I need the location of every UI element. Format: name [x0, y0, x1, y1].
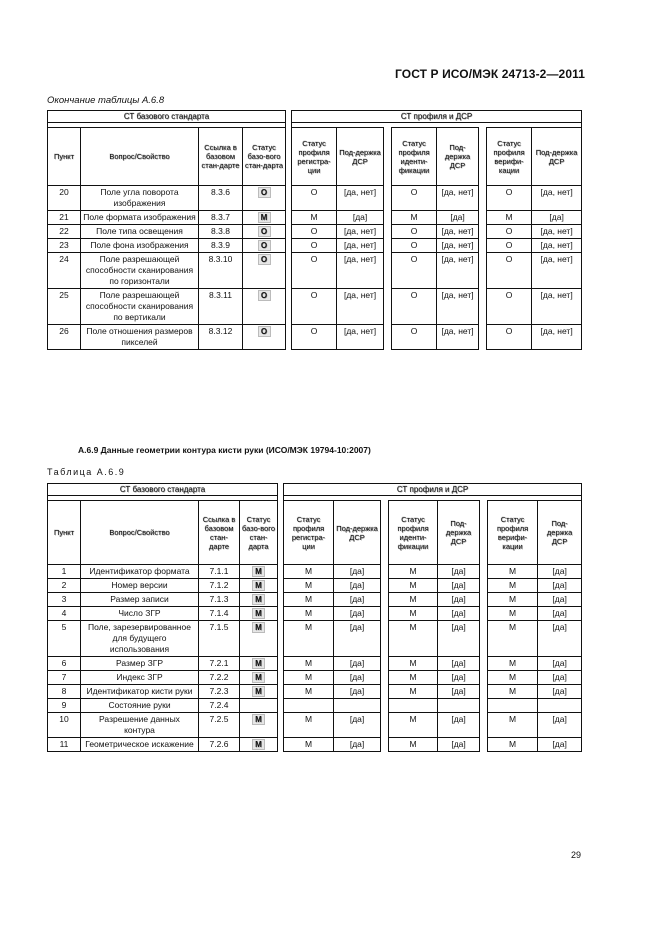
cell-ver-support: [да]	[538, 621, 582, 657]
status-badge: O	[258, 326, 271, 337]
cell-id-status: M	[389, 738, 438, 752]
status-badge: M	[252, 714, 265, 725]
cell-item: 7	[48, 671, 81, 685]
col-header-ref: Ссылка в базовом стан-дарте	[199, 128, 243, 186]
cell-reg-status: O	[292, 225, 337, 239]
cell-reg-support: [да, нет]	[337, 239, 384, 253]
table-row	[48, 671, 582, 685]
cell-ver-support: [да]	[538, 713, 582, 738]
table-row	[48, 607, 582, 621]
col-header-ver-support: Под-держка ДСР	[532, 128, 582, 186]
cell-ver-status: M	[488, 593, 538, 607]
table-a-6-8	[47, 110, 582, 350]
cell-reg-status: O	[292, 239, 337, 253]
cell-ref: 7.2.1	[199, 657, 240, 671]
cell-ver-support: [да]	[538, 685, 582, 699]
col-header-id-support: Под-держка ДСР	[437, 128, 479, 186]
cell-ref: 7.2.6	[199, 738, 240, 752]
cell-reg-support: [да, нет]	[337, 253, 384, 289]
cell-reg-status: O	[292, 253, 337, 289]
cell-reg-status: M	[292, 211, 337, 225]
cell-reg-status: O	[292, 186, 337, 211]
cell-item: 21	[48, 211, 81, 225]
cell-item: 22	[48, 225, 81, 239]
cell-id-support: [да]	[437, 211, 479, 225]
cell-question: Размер записи	[81, 593, 199, 607]
header-group-base: СТ базового стандарта	[48, 111, 286, 123]
cell-reg-status: M	[284, 621, 334, 657]
document-header: ГОСТ Р ИСО/МЭК 24713-2—2011	[395, 67, 585, 81]
cell-reg-status: M	[284, 565, 334, 579]
col-header-reg-status: Статус профиля регистра-ции	[292, 128, 337, 186]
cell-id-support: [да]	[438, 671, 480, 685]
col-header-reg-status: Статус профиля регистра-ции	[284, 501, 334, 565]
col-header-id-status: Статус профиля иденти-фикации	[392, 128, 437, 186]
cell-item: 3	[48, 593, 81, 607]
cell-id-support	[438, 699, 480, 713]
col-header-status: Статус базо-вого стан-дарта	[243, 128, 286, 186]
cell-status	[243, 325, 286, 350]
cell-id-status: M	[389, 685, 438, 699]
header-group-profile: СТ профиля и ДСР	[292, 111, 582, 123]
col-header-item: Пункт	[48, 501, 81, 565]
header-group-base: СТ базового стандарта	[48, 484, 278, 496]
cell-question: Число ЗГР	[81, 607, 199, 621]
cell-status	[243, 186, 286, 211]
cell-reg-status: M	[284, 593, 334, 607]
cell-question: Поле угла поворота изображения	[81, 186, 199, 211]
cell-ref: 7.2.3	[199, 685, 240, 699]
cell-ref: 7.1.4	[199, 607, 240, 621]
status-badge: O	[258, 290, 271, 301]
cell-ver-support: [да]	[538, 579, 582, 593]
status-badge: M	[252, 622, 265, 633]
cell-id-status: O	[392, 225, 437, 239]
cell-id-status: M	[389, 607, 438, 621]
table-row	[48, 225, 582, 239]
cell-id-support: [да, нет]	[437, 289, 479, 325]
status-badge: O	[258, 254, 271, 265]
cell-reg-status	[284, 699, 334, 713]
cell-item: 8	[48, 685, 81, 699]
cell-reg-support: [да]	[334, 565, 381, 579]
cell-reg-support	[334, 699, 381, 713]
cell-ref: 8.3.10	[199, 253, 243, 289]
cell-reg-support: [да]	[334, 671, 381, 685]
cell-ver-support: [да, нет]	[532, 239, 582, 253]
table-row	[48, 211, 582, 225]
cell-id-status: M	[389, 565, 438, 579]
cell-ver-support: [да]	[538, 738, 582, 752]
cell-question: Индекс ЗГР	[81, 671, 199, 685]
cell-status	[243, 239, 286, 253]
cell-id-support: [да, нет]	[437, 186, 479, 211]
cell-status	[243, 211, 286, 225]
cell-ver-support	[538, 699, 582, 713]
cell-status	[240, 593, 278, 607]
table-row	[48, 621, 582, 657]
table-row	[48, 738, 582, 752]
cell-item: 1	[48, 565, 81, 579]
cell-item: 23	[48, 239, 81, 253]
cell-ver-support: [да]	[538, 671, 582, 685]
cell-id-status: M	[389, 621, 438, 657]
cell-ref: 7.1.1	[199, 565, 240, 579]
cell-question: Поле типа освещения	[81, 225, 199, 239]
table-row	[48, 565, 582, 579]
cell-id-status: M	[389, 579, 438, 593]
cell-ver-support: [да, нет]	[532, 225, 582, 239]
status-badge: M	[252, 594, 265, 605]
col-header-id-support: Под-держка ДСР	[438, 501, 480, 565]
cell-ref: 7.1.3	[199, 593, 240, 607]
cell-ver-support: [да, нет]	[532, 186, 582, 211]
cell-status	[243, 253, 286, 289]
status-badge: O	[258, 226, 271, 237]
col-header-ver-status: Статус профиля верифи-кации	[488, 501, 538, 565]
cell-item: 25	[48, 289, 81, 325]
cell-id-support: [да, нет]	[437, 239, 479, 253]
table-row	[48, 699, 582, 713]
cell-ver-support: [да, нет]	[532, 289, 582, 325]
cell-reg-status: M	[284, 738, 334, 752]
cell-status	[240, 685, 278, 699]
cell-reg-status: M	[284, 579, 334, 593]
cell-item: 20	[48, 186, 81, 211]
cell-status	[240, 621, 278, 657]
cell-status	[240, 657, 278, 671]
table-row	[48, 186, 582, 211]
cell-id-status: O	[392, 325, 437, 350]
col-header-ver-status: Статус профиля верифи-кации	[487, 128, 532, 186]
col-header-question: Вопрос/Свойство	[81, 501, 199, 565]
cell-ref: 8.3.11	[199, 289, 243, 325]
col-header-item: Пункт	[48, 128, 81, 186]
table-row	[48, 239, 582, 253]
cell-id-status: M	[389, 671, 438, 685]
cell-reg-support: [да, нет]	[337, 186, 384, 211]
cell-status	[240, 607, 278, 621]
cell-item: 11	[48, 738, 81, 752]
cell-question: Поле, зарезервированное для будущего использования	[81, 621, 199, 657]
cell-ref: 7.1.2	[199, 579, 240, 593]
cell-id-status: O	[392, 253, 437, 289]
cell-status	[240, 565, 278, 579]
cell-ver-support: [да]	[538, 565, 582, 579]
table-a-6-9	[47, 483, 582, 752]
cell-ver-support: [да, нет]	[532, 253, 582, 289]
cell-ver-status: O	[487, 225, 532, 239]
cell-reg-support: [да]	[334, 593, 381, 607]
cell-status	[243, 225, 286, 239]
cell-ver-status: M	[488, 607, 538, 621]
cell-status	[243, 289, 286, 325]
cell-id-support: [да]	[438, 621, 480, 657]
cell-question: Идентификатор кисти руки	[81, 685, 199, 699]
cell-id-status: M	[389, 657, 438, 671]
section-heading: А.6.9 Данные геометрии контура кисти руки (ИСО/МЭК 19794-10:2007)	[78, 445, 371, 455]
cell-question: Размер ЗГР	[81, 657, 199, 671]
cell-reg-support: [да]	[334, 738, 381, 752]
table-row	[48, 593, 582, 607]
status-badge: M	[252, 658, 265, 669]
cell-ver-support: [да]	[538, 593, 582, 607]
cell-ref: 7.1.5	[199, 621, 240, 657]
col-header-reg-support: Под-держка ДСР	[334, 501, 381, 565]
cell-id-support: [да]	[438, 713, 480, 738]
table-caption: Таблица А.6.9	[47, 467, 126, 477]
cell-reg-support: [да, нет]	[337, 225, 384, 239]
cell-reg-status: M	[284, 713, 334, 738]
cell-ver-status: O	[487, 289, 532, 325]
cell-reg-status: O	[292, 289, 337, 325]
col-header-reg-support: Под-держка ДСР	[337, 128, 384, 186]
cell-reg-support: [да]	[334, 657, 381, 671]
col-header-ref: Ссылка в базовом стан-дарте	[199, 501, 240, 565]
cell-id-support: [да, нет]	[437, 253, 479, 289]
status-badge: M	[252, 566, 265, 577]
cell-id-status: O	[392, 239, 437, 253]
status-badge: M	[258, 212, 271, 223]
status-badge: M	[252, 580, 265, 591]
cell-status	[240, 671, 278, 685]
cell-id-status: O	[392, 289, 437, 325]
header-group-profile: СТ профиля и ДСР	[284, 484, 582, 496]
cell-question: Поле разрешающей способности сканирования по горизонтали	[81, 253, 199, 289]
cell-reg-support: [да]	[334, 579, 381, 593]
cell-item: 24	[48, 253, 81, 289]
table-row	[48, 325, 582, 350]
cell-question: Поле разрешающей способности сканирования по вертикали	[81, 289, 199, 325]
cell-reg-support: [да]	[334, 621, 381, 657]
cell-reg-status: M	[284, 657, 334, 671]
cell-ver-status: M	[488, 713, 538, 738]
cell-item: 26	[48, 325, 81, 350]
cell-ver-status: M	[488, 685, 538, 699]
cell-reg-support: [да, нет]	[337, 325, 384, 350]
cell-question: Состояние руки	[81, 699, 199, 713]
cell-question: Разрешение данных контура	[81, 713, 199, 738]
table-row	[48, 713, 582, 738]
cell-id-support: [да]	[438, 685, 480, 699]
cell-reg-status: M	[284, 671, 334, 685]
cell-reg-status: M	[284, 685, 334, 699]
cell-id-status	[389, 699, 438, 713]
cell-id-support: [да, нет]	[437, 225, 479, 239]
cell-reg-support: [да]	[334, 685, 381, 699]
cell-ref: 8.3.9	[199, 239, 243, 253]
status-badge: M	[252, 686, 265, 697]
cell-reg-status: O	[292, 325, 337, 350]
cell-ref: 8.3.8	[199, 225, 243, 239]
cell-id-support: [да, нет]	[437, 325, 479, 350]
cell-ver-status: M	[487, 211, 532, 225]
cell-reg-status: M	[284, 607, 334, 621]
cell-ver-status: M	[488, 621, 538, 657]
cell-question: Геометрическое искажение	[81, 738, 199, 752]
table-row	[48, 289, 582, 325]
cell-ver-status: M	[488, 657, 538, 671]
cell-item: 10	[48, 713, 81, 738]
cell-id-support: [да]	[438, 607, 480, 621]
cell-status	[240, 699, 278, 713]
cell-id-status: O	[392, 186, 437, 211]
cell-question: Идентификатор формата	[81, 565, 199, 579]
cell-ref: 7.2.4	[199, 699, 240, 713]
cell-ver-status: M	[488, 579, 538, 593]
cell-question: Поле отношения размеров пикселей	[81, 325, 199, 350]
cell-item: 4	[48, 607, 81, 621]
cell-reg-support: [да]	[337, 211, 384, 225]
table-caption: Окончание таблицы А.6.8	[47, 95, 165, 106]
page-number: 29	[571, 850, 582, 860]
col-header-question: Вопрос/Свойство	[81, 128, 199, 186]
cell-id-status: M	[392, 211, 437, 225]
cell-ver-status: O	[487, 186, 532, 211]
cell-id-support: [да]	[438, 657, 480, 671]
cell-id-status: M	[389, 713, 438, 738]
cell-ref: 7.2.5	[199, 713, 240, 738]
cell-ver-status	[488, 699, 538, 713]
cell-ver-support: [да]	[538, 607, 582, 621]
cell-status	[240, 713, 278, 738]
cell-ref: 7.2.2	[199, 671, 240, 685]
cell-ver-support: [да]	[538, 657, 582, 671]
cell-ver-status: O	[487, 239, 532, 253]
cell-item: 5	[48, 621, 81, 657]
cell-question: Поле фона изображения	[81, 239, 199, 253]
cell-item: 6	[48, 657, 81, 671]
cell-question: Поле формата изображения	[81, 211, 199, 225]
cell-ver-status: O	[487, 325, 532, 350]
cell-reg-support: [да]	[334, 607, 381, 621]
status-badge: M	[252, 739, 265, 750]
cell-ver-support: [да]	[532, 211, 582, 225]
col-header-status: Статус базо-вого стан-дарта	[240, 501, 278, 565]
cell-ref: 8.3.6	[199, 186, 243, 211]
cell-item: 2	[48, 579, 81, 593]
cell-id-support: [да]	[438, 593, 480, 607]
cell-id-support: [да]	[438, 579, 480, 593]
col-header-ver-support: Под-держка ДСР	[538, 501, 582, 565]
status-badge: M	[252, 608, 265, 619]
status-badge: O	[258, 240, 271, 251]
cell-ver-status: M	[488, 671, 538, 685]
status-badge: M	[252, 672, 265, 683]
cell-item: 9	[48, 699, 81, 713]
cell-status	[240, 738, 278, 752]
cell-reg-support: [да]	[334, 713, 381, 738]
cell-ver-status: M	[488, 565, 538, 579]
cell-status	[240, 579, 278, 593]
cell-reg-support: [да, нет]	[337, 289, 384, 325]
table-row	[48, 579, 582, 593]
col-header-id-status: Статус профиля иденти-фикации	[389, 501, 438, 565]
table-row	[48, 685, 582, 699]
table-row	[48, 657, 582, 671]
status-badge: O	[258, 187, 271, 198]
cell-id-support: [да]	[438, 565, 480, 579]
cell-id-support: [да]	[438, 738, 480, 752]
cell-ref: 8.3.12	[199, 325, 243, 350]
cell-ver-status: O	[487, 253, 532, 289]
cell-ref: 8.3.7	[199, 211, 243, 225]
table-row	[48, 253, 582, 289]
cell-question: Номер версии	[81, 579, 199, 593]
cell-id-status: M	[389, 593, 438, 607]
cell-ver-support: [да, нет]	[532, 325, 582, 350]
cell-ver-status: M	[488, 738, 538, 752]
